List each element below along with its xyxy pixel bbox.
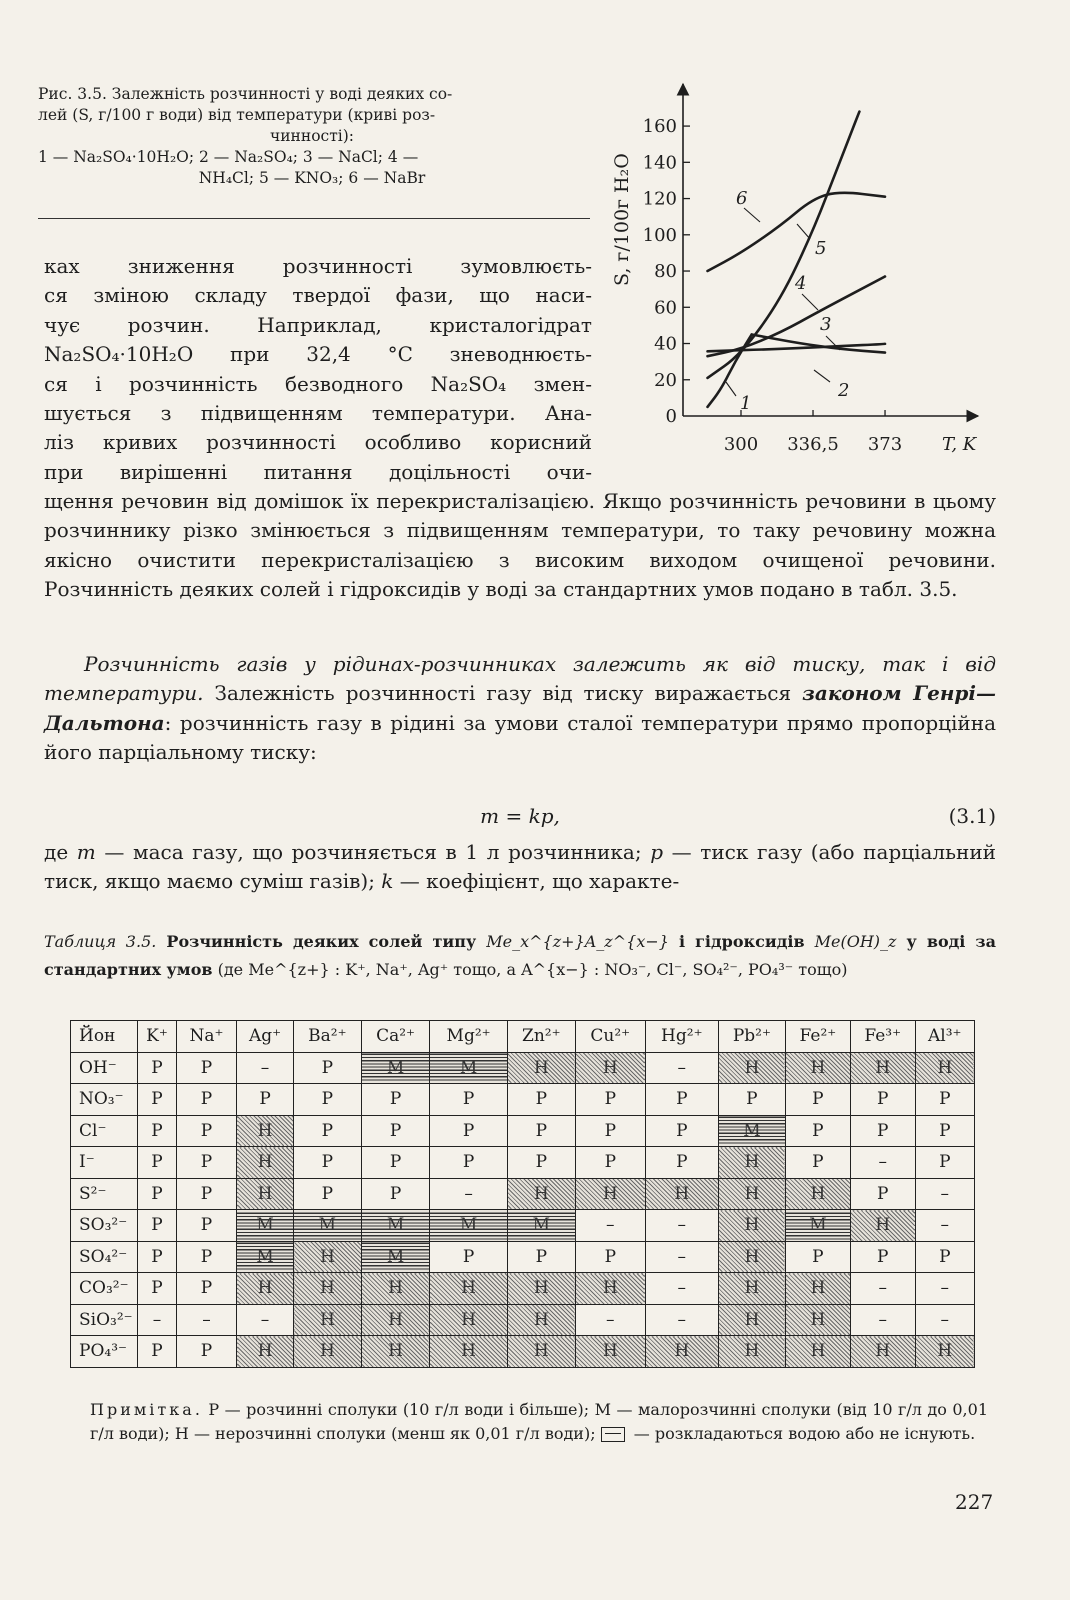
table-row-header: OH⁻ — [71, 1052, 138, 1084]
table-caption — [44, 928, 996, 984]
curve-label: 3 — [820, 314, 832, 335]
table-cell: Р — [575, 1241, 645, 1273]
table-cell: Р — [507, 1147, 575, 1179]
table-cell: – — [915, 1304, 974, 1336]
table-cell: Н — [237, 1178, 294, 1210]
table-cell: – — [915, 1178, 974, 1210]
table-column-header: Ag⁺ — [237, 1021, 294, 1053]
table-cell: Р — [915, 1115, 974, 1147]
table-cell: Р — [507, 1241, 575, 1273]
table-cell: Н — [507, 1178, 575, 1210]
table-row-header: SO₄²⁻ — [71, 1241, 138, 1273]
table-cell: Н — [430, 1336, 507, 1368]
table-row-header: CO₃²⁻ — [71, 1273, 138, 1305]
table-cell: Н — [237, 1336, 294, 1368]
table-cell: Н — [575, 1052, 645, 1084]
table-cell: Р — [176, 1178, 236, 1210]
caption-line: Рис. 3.5. Залежність розчинності у воді деяких со- — [38, 85, 453, 103]
y-tick-label: 60 — [654, 297, 677, 319]
table-column-header: Mg²⁺ — [430, 1021, 507, 1053]
table-cell: Н — [718, 1052, 785, 1084]
series-line-5 — [708, 112, 860, 378]
table-cell: Р — [294, 1084, 362, 1116]
table-row-header: SiO₃²⁻ — [71, 1304, 138, 1336]
paragraph-1-continued: щення речовин від домішок їх перекристалізацією. Якщо розчинність речовини в цьому розчиннику різко змінюється з підвищенням температури, то таку речовину можна якісно очистити перекристалізацією з високим виходом очищеної речовини. Розчинність деяких солей і гідроксидів у воді за стандартних умов подано в табл. 3.5. — [44, 489, 996, 602]
p3-text: — маса газу, що розчиняється в 1 л розчинника; — [95, 840, 651, 864]
table-column-header: Ba²⁺ — [294, 1021, 362, 1053]
table-cell: Р — [138, 1147, 177, 1179]
table-cell: Р — [718, 1084, 785, 1116]
y-tick-label: 120 — [642, 188, 677, 210]
series-line-6 — [708, 193, 886, 271]
table-cell: Р — [176, 1052, 236, 1084]
paragraph-3 — [44, 838, 996, 897]
table-cell: М — [718, 1115, 785, 1147]
table-label: Таблиця 3.5. — [44, 932, 157, 951]
p3-text: — коефіцієнт, що характе- — [393, 869, 680, 894]
table-cell: Р — [645, 1115, 718, 1147]
table-body — [71, 1052, 975, 1367]
table-cell: Н — [237, 1273, 294, 1305]
table-row-header: Cl⁻ — [71, 1115, 138, 1147]
table-cell: Н — [361, 1304, 430, 1336]
y-tick-label: 160 — [642, 116, 677, 138]
y-tick-label: 100 — [642, 224, 677, 246]
formula-number: (3.1) — [948, 804, 996, 828]
table-cell: Н — [786, 1273, 851, 1305]
table-cell: М — [361, 1052, 430, 1084]
table-title: Розчинність деяких солей типу — [156, 932, 487, 951]
table-cell: – — [430, 1178, 507, 1210]
caption-divider — [38, 218, 590, 219]
table-cell: Р — [294, 1052, 362, 1084]
table-row-header: PO₄³⁻ — [71, 1336, 138, 1368]
table-column-header: Al³⁺ — [915, 1021, 974, 1053]
table-row — [71, 1273, 975, 1305]
table-row — [71, 1336, 975, 1368]
table-cell: Н — [507, 1273, 575, 1305]
table-cell: Р — [361, 1084, 430, 1116]
table-cell: Р — [915, 1084, 974, 1116]
table-cell: Н — [718, 1273, 785, 1305]
note-label: Примітка. — [90, 1400, 203, 1419]
y-tick-label: 80 — [654, 261, 677, 283]
chart-curve-labels — [726, 188, 849, 414]
paragraph-1-line: ся і розчинність безводного Na₂SO₄ змен- — [44, 371, 592, 396]
table-row — [71, 1147, 975, 1179]
table-row — [71, 1052, 975, 1084]
paragraph-1-line: Na₂SO₄·10H₂O при 32,4 °С зневоднюєть- — [44, 342, 592, 367]
decompose-legend-icon — [601, 1427, 625, 1442]
table-cell: – — [850, 1304, 915, 1336]
note-text: Р — розчинні сполуки (10 г/л води і більше); М — малорозчинні сполуки (від 10 г/л до 0,01 г/л води); Н — нерозчинні сполуки (менш як 0,01 г/л води); — [90, 1400, 988, 1443]
curve-label-leader — [726, 382, 736, 396]
var-p: p — [650, 840, 664, 864]
table-row-header: NO₃⁻ — [71, 1084, 138, 1116]
table-cell: Р — [430, 1241, 507, 1273]
table-cell: Р — [430, 1147, 507, 1179]
table-cell: Р — [507, 1115, 575, 1147]
table-cell: Р — [176, 1336, 236, 1368]
table-column-header: Ca²⁺ — [361, 1021, 430, 1053]
x-tick-label: 373 — [867, 434, 903, 455]
p3-text: — тиск газу (або парціальний тиск, якщо маємо суміш газів); — [44, 840, 997, 894]
table-caption-detail: (де Me^{z+} : K⁺, Na⁺, Ag⁺ тощо, а A^{x−} : NO₃⁻, Cl⁻, SO₄²⁻, PO₄³⁻ тощо) — [212, 960, 848, 979]
x-axis-label: T, K — [942, 434, 977, 455]
table-cell: Р — [176, 1210, 236, 1242]
table-cell: Р — [294, 1178, 362, 1210]
table-cell: Р — [176, 1147, 236, 1179]
table-cell: Р — [176, 1273, 236, 1305]
solubility-table — [70, 1020, 975, 1368]
table-cell: Р — [786, 1147, 851, 1179]
table-header-row — [71, 1021, 975, 1053]
table-cell: – — [645, 1210, 718, 1242]
figure-caption — [38, 84, 586, 189]
y-tick-label: 140 — [642, 152, 677, 174]
table-cell: Р — [850, 1178, 915, 1210]
table-column-header: Pb²⁺ — [718, 1021, 785, 1053]
table-cell: Н — [786, 1336, 851, 1368]
table-cell: Р — [138, 1115, 177, 1147]
chart-axes — [683, 84, 978, 416]
table-row-header: SO₃²⁻ — [71, 1210, 138, 1242]
paragraph-1-line: чує розчин. Наприклад, кристалогідрат — [44, 312, 592, 337]
table-cell: Р — [138, 1273, 177, 1305]
table-cell: Н — [718, 1178, 785, 1210]
paragraph-1-line: ся зміною складу твердої фази, що наси- — [44, 283, 592, 308]
table-cell: Р — [786, 1115, 851, 1147]
henry-dalton-law: законом Генрі—Дальтона — [44, 681, 996, 735]
table-cell: Р — [361, 1178, 430, 1210]
table-cell: – — [645, 1304, 718, 1336]
y-tick-label: 20 — [654, 369, 677, 391]
table-cell: Н — [915, 1336, 974, 1368]
table-cell: М — [361, 1210, 430, 1242]
table-cell: Р — [850, 1115, 915, 1147]
table-row — [71, 1115, 975, 1147]
table-cell: Р — [645, 1147, 718, 1179]
table-column-header: K⁺ — [138, 1021, 177, 1053]
table-cell: Р — [138, 1241, 177, 1273]
var-k: k — [381, 869, 394, 894]
paragraph-1-line: ках зниження розчинності зумовлюєть- — [44, 254, 592, 278]
caption-line: чинності): — [269, 127, 355, 145]
table-cell: Н — [507, 1336, 575, 1368]
table-cell: – — [176, 1304, 236, 1336]
table-cell: Р — [575, 1084, 645, 1116]
x-tick-label: 336,5 — [787, 434, 839, 455]
table-cell: Н — [718, 1336, 785, 1368]
table-cell: – — [645, 1273, 718, 1305]
table-cell: Н — [294, 1336, 362, 1368]
table-cell: Р — [294, 1115, 362, 1147]
table-column-header: Na⁺ — [176, 1021, 236, 1053]
table-title: і гідроксидів — [668, 932, 815, 951]
table-cell: Р — [575, 1147, 645, 1179]
table-cell: Р — [850, 1241, 915, 1273]
table-cell: Р — [915, 1147, 974, 1179]
curve-label-leader — [797, 224, 810, 239]
table-cell: Н — [786, 1178, 851, 1210]
table-cell: М — [430, 1052, 507, 1084]
table-cell: – — [645, 1241, 718, 1273]
table-cell: Н — [850, 1210, 915, 1242]
table-row — [71, 1210, 975, 1242]
table-cell: М — [430, 1210, 507, 1242]
note-text: — розкладаються водою або не існують. — [628, 1424, 976, 1443]
table-note — [90, 1398, 988, 1446]
table-cell: М — [237, 1241, 294, 1273]
table-cell: Р — [294, 1147, 362, 1179]
table-cell: – — [850, 1273, 915, 1305]
paragraph-2-text: Залежність розчинності газу від тиску виражається — [203, 681, 803, 706]
paragraph-2-end: : розчинність газу в рідині за умови сталої температури прямо пропорційна його парціальному тиску: — [44, 710, 996, 765]
table-cell: Н — [575, 1178, 645, 1210]
table-cell: Н — [645, 1178, 718, 1210]
curve-label: 4 — [795, 273, 807, 294]
table-cell: Р — [176, 1115, 236, 1147]
table-cell: Н — [294, 1241, 362, 1273]
curve-label-leader — [802, 294, 818, 310]
curve-label: 5 — [815, 238, 827, 259]
table-cell: Р — [138, 1084, 177, 1116]
curve-label: 2 — [838, 380, 850, 401]
table-cell: Н — [361, 1273, 430, 1305]
table-cell: Р — [575, 1115, 645, 1147]
p3-text: де — [44, 840, 77, 864]
table-cell: Н — [718, 1241, 785, 1273]
table-cell: – — [237, 1052, 294, 1084]
table-cell: Н — [361, 1336, 430, 1368]
table-cell: Н — [294, 1304, 362, 1336]
table-cell: М — [237, 1210, 294, 1242]
table-cell: М — [507, 1210, 575, 1242]
table-cell: Р — [786, 1084, 851, 1116]
table-cell: Р — [915, 1241, 974, 1273]
table-cell: Р — [507, 1084, 575, 1116]
table-cell: Н — [575, 1336, 645, 1368]
paragraph-1-line: при вирішенні питання доцільності очи- — [44, 459, 592, 484]
table-cell: М — [294, 1210, 362, 1242]
table-formula: Me(OH)_z — [814, 932, 897, 951]
table-column-header: Zn²⁺ — [507, 1021, 575, 1053]
table-cell: Н — [915, 1052, 974, 1084]
paragraph-1-line: ліз кривих розчинності особливо корисний — [44, 430, 592, 455]
table-corner-header: Йон — [71, 1021, 138, 1053]
paragraph-1-line: шується з підвищенням температури. Ана- — [44, 401, 592, 426]
table-cell: Р — [138, 1178, 177, 1210]
solubility-chart — [590, 74, 1010, 484]
table-column-header: Cu²⁺ — [575, 1021, 645, 1053]
table-cell: Н — [507, 1052, 575, 1084]
paragraph-2-italic: Розчинність газів у рідинах-розчинниках залежить як від тиску, так і від температури. — [44, 652, 996, 706]
table-cell: Р — [786, 1241, 851, 1273]
table-column-header: Hg²⁺ — [645, 1021, 718, 1053]
table-cell: Н — [237, 1147, 294, 1179]
table-row-header: S²⁻ — [71, 1178, 138, 1210]
x-tick-label: 300 — [723, 434, 759, 455]
table-row — [71, 1084, 975, 1116]
caption-line: 1 — Na₂SO₄·10H₂O; 2 — Na₂SO₄; 3 — NaCl; 4 — — [38, 148, 419, 166]
table-cell: М — [786, 1210, 851, 1242]
table-cell: Н — [718, 1304, 785, 1336]
table-cell: – — [915, 1273, 974, 1305]
table-cell: Н — [786, 1304, 851, 1336]
table-cell: Р — [138, 1210, 177, 1242]
table-cell: Н — [430, 1304, 507, 1336]
table-row — [71, 1178, 975, 1210]
curve-label-leader — [744, 208, 760, 222]
caption-line: NH₄Cl; 5 — KNO₃; 6 — NaBr — [198, 169, 426, 187]
table-cell: Н — [237, 1115, 294, 1147]
table-row-header: I⁻ — [71, 1147, 138, 1179]
table-cell: Р — [237, 1084, 294, 1116]
table-cell: Р — [430, 1084, 507, 1116]
paragraph-2 — [44, 650, 996, 768]
y-tick-label: 40 — [654, 333, 677, 355]
table-cell: Р — [850, 1084, 915, 1116]
table-cell: Н — [850, 1052, 915, 1084]
table-cell: Р — [176, 1241, 236, 1273]
table-cell: Р — [645, 1084, 718, 1116]
table-title: у воді за стандартних умов — [44, 932, 997, 979]
y-tick-label: 0 — [665, 406, 677, 427]
table-cell: Р — [138, 1052, 177, 1084]
table-cell: – — [575, 1210, 645, 1242]
table-cell: Р — [361, 1147, 430, 1179]
table-cell: Н — [718, 1147, 785, 1179]
table-cell: Н — [718, 1210, 785, 1242]
table-cell: Н — [507, 1304, 575, 1336]
table-cell: Н — [294, 1273, 362, 1305]
y-axis-label: S, г/100г H₂O — [611, 153, 633, 286]
table-cell: М — [361, 1241, 430, 1273]
table-cell: Р — [361, 1115, 430, 1147]
table-row — [71, 1241, 975, 1273]
page-number: 227 — [955, 1490, 994, 1514]
curve-label: 1 — [740, 393, 752, 414]
table-cell: Н — [430, 1273, 507, 1305]
caption-line: лей (S, г/100 г води) від температури (криві роз- — [38, 106, 436, 124]
table-cell: Р — [430, 1115, 507, 1147]
table-cell: Н — [575, 1273, 645, 1305]
table-cell: – — [915, 1210, 974, 1242]
table-cell: – — [138, 1304, 177, 1336]
table-column-header: Fe³⁺ — [850, 1021, 915, 1053]
formula-3-1 — [44, 804, 996, 834]
table-cell: Н — [645, 1336, 718, 1368]
table-cell: – — [237, 1304, 294, 1336]
table-formula: Me_x^{z+}A_z^{x−} — [486, 932, 669, 951]
table-column-header: Fe²⁺ — [786, 1021, 851, 1053]
curve-label: 6 — [736, 188, 748, 209]
chart-series-group — [708, 112, 886, 407]
table-cell: Н — [850, 1336, 915, 1368]
table-row — [71, 1304, 975, 1336]
table-cell: Н — [786, 1052, 851, 1084]
paragraph-1-narrow — [44, 252, 592, 487]
table-cell: Р — [176, 1084, 236, 1116]
table-cell: – — [645, 1052, 718, 1084]
formula-body: m = kp, — [480, 804, 560, 828]
table-cell: – — [850, 1147, 915, 1179]
var-m: m — [76, 840, 96, 864]
curve-label-leader — [814, 370, 830, 382]
table-cell: – — [575, 1304, 645, 1336]
table-cell: Р — [138, 1336, 177, 1368]
